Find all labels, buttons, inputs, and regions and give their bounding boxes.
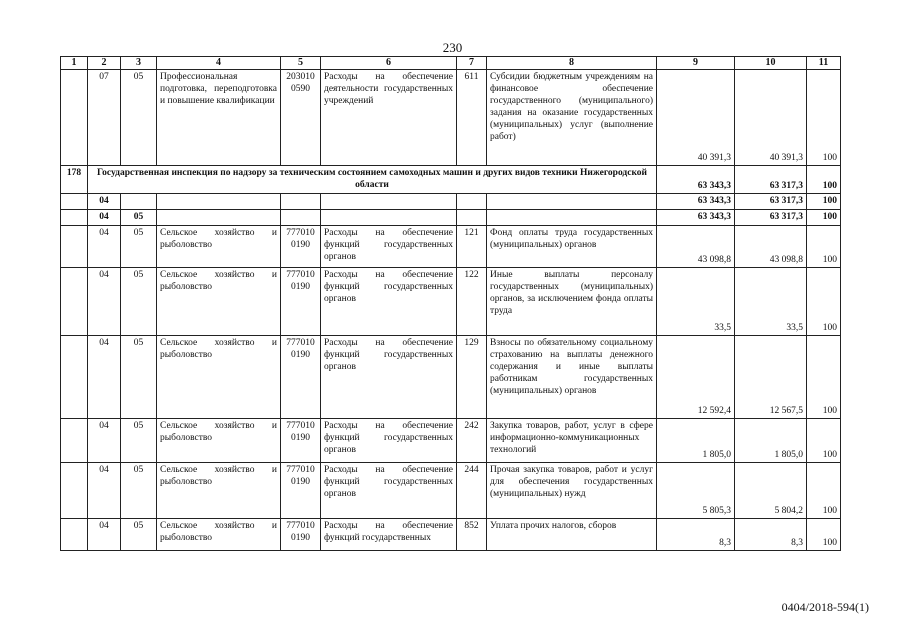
subtotal-row bbox=[61, 210, 841, 226]
cell-col2: 04 bbox=[88, 210, 121, 226]
cell-col2: 04 bbox=[88, 194, 121, 210]
cell-col10: 33,5 bbox=[735, 268, 807, 336]
cell-col2: 04 bbox=[88, 226, 121, 268]
cell-col6 bbox=[321, 210, 457, 226]
cell-col7 bbox=[457, 210, 487, 226]
table-row bbox=[61, 419, 841, 463]
cell-col4: Сельское хозяйство и рыболовство bbox=[157, 463, 281, 519]
cell-col5: 203010 0590 bbox=[281, 70, 321, 166]
cell-col8: Закупка товаров, работ, услуг в сфере информационно-коммуникационных технологий bbox=[487, 419, 657, 463]
cell-col1 bbox=[61, 70, 88, 166]
cell-col4: Профессиональная подготовка, переподготовка и повышение квалификации bbox=[157, 70, 281, 166]
cell-col2: 04 bbox=[88, 519, 121, 551]
cell-col6: Расходы на обеспечение функций государственных органов bbox=[321, 419, 457, 463]
cell-col10: 5 804,2 bbox=[735, 463, 807, 519]
cell-col11: 100 bbox=[807, 268, 841, 336]
subtotal-row bbox=[61, 194, 841, 210]
page-number: 230 bbox=[442, 40, 463, 55]
cell-col1 bbox=[61, 268, 88, 336]
cell-col1 bbox=[61, 419, 88, 463]
cell-col8: Иные выплаты персоналу государственных (муниципальных) органов, за исключением фонда оплаты труда bbox=[487, 268, 657, 336]
cell-col10: 63 317,3 bbox=[735, 194, 807, 210]
cell-col11: 100 bbox=[807, 419, 841, 463]
cell-col3: 05 bbox=[121, 419, 157, 463]
header-cell: 9 bbox=[657, 57, 735, 70]
cell-col10: 40 391,3 bbox=[735, 70, 807, 166]
cell-col9: 8,3 bbox=[657, 519, 735, 551]
cell-col5: 777010 0190 bbox=[281, 419, 321, 463]
cell-col3 bbox=[121, 194, 157, 210]
cell-col1 bbox=[61, 519, 88, 551]
document-code: 0404/2018-594(1) bbox=[781, 600, 869, 614]
section-total-col9: 63 343,3 bbox=[657, 166, 735, 194]
cell-col4: Сельское хозяйство и рыболовство bbox=[157, 519, 281, 551]
cell-col1 bbox=[61, 210, 88, 226]
cell-col1 bbox=[61, 336, 88, 419]
cell-col4: Сельское хозяйство и рыболовство bbox=[157, 419, 281, 463]
cell-col4: Сельское хозяйство и рыболовство bbox=[157, 336, 281, 419]
cell-col3: 05 bbox=[121, 463, 157, 519]
cell-col10: 8,3 bbox=[735, 519, 807, 551]
cell-col11: 100 bbox=[807, 210, 841, 226]
cell-col9: 5 805,3 bbox=[657, 463, 735, 519]
cell-col5: 777010 0190 bbox=[281, 463, 321, 519]
cell-col4: Сельское хозяйство и рыболовство bbox=[157, 268, 281, 336]
cell-col7: 122 bbox=[457, 268, 487, 336]
cell-col10: 1 805,0 bbox=[735, 419, 807, 463]
cell-col7: 121 bbox=[457, 226, 487, 268]
cell-col10: 63 317,3 bbox=[735, 210, 807, 226]
header-cell: 5 bbox=[281, 57, 321, 70]
cell-col7 bbox=[457, 194, 487, 210]
cell-col8: Субсидии бюджетным учреждениям на финансовое обеспечение государственного (муниципального) задания на оказание государственных (муниципальных) услуг (выполнение работ) bbox=[487, 70, 657, 166]
section-row bbox=[61, 166, 841, 194]
cell-col11: 100 bbox=[807, 226, 841, 268]
cell-col8 bbox=[487, 194, 657, 210]
table-row bbox=[61, 226, 841, 268]
cell-col3: 05 bbox=[121, 268, 157, 336]
cell-col11: 100 bbox=[807, 336, 841, 419]
table-row bbox=[61, 463, 841, 519]
cell-col6: Расходы на обеспечение функций государственных bbox=[321, 519, 457, 551]
cell-col9: 43 098,8 bbox=[657, 226, 735, 268]
cell-col8: Фонд оплаты труда государственных (муниципальных) органов bbox=[487, 226, 657, 268]
cell-col6: Расходы на обеспечение функций государственных органов bbox=[321, 268, 457, 336]
cell-col5: 777010 0190 bbox=[281, 519, 321, 551]
cell-col9: 40 391,3 bbox=[657, 70, 735, 166]
cell-col5: 777010 0190 bbox=[281, 226, 321, 268]
cell-col6: Расходы на обеспечение деятельности государственных учреждений bbox=[321, 70, 457, 166]
cell-col2: 07 bbox=[88, 70, 121, 166]
cell-col5 bbox=[281, 194, 321, 210]
cell-col11: 100 bbox=[807, 194, 841, 210]
cell-col4 bbox=[157, 210, 281, 226]
cell-col8: Уплата прочих налогов, сборов bbox=[487, 519, 657, 551]
cell-col5 bbox=[281, 210, 321, 226]
cell-col1 bbox=[61, 226, 88, 268]
header-cell: 4 bbox=[157, 57, 281, 70]
cell-col10: 43 098,8 bbox=[735, 226, 807, 268]
cell-col11: 100 bbox=[807, 70, 841, 166]
cell-col5: 777010 0190 bbox=[281, 268, 321, 336]
cell-col3: 05 bbox=[121, 519, 157, 551]
section-total-col11: 100 bbox=[807, 166, 841, 194]
cell-col2: 04 bbox=[88, 419, 121, 463]
cell-col9: 63 343,3 bbox=[657, 210, 735, 226]
cell-col7: 129 bbox=[457, 336, 487, 419]
cell-col4: Сельское хозяйство и рыболовство bbox=[157, 226, 281, 268]
cell-col2: 04 bbox=[88, 268, 121, 336]
header-cell: 3 bbox=[121, 57, 157, 70]
cell-col8: Прочая закупка товаров, работ и услуг для обеспечения государственных (муниципальных) нужд bbox=[487, 463, 657, 519]
header-row bbox=[61, 57, 841, 70]
table-row bbox=[61, 519, 841, 551]
cell-col7: 852 bbox=[457, 519, 487, 551]
header-cell: 1 bbox=[61, 57, 88, 70]
cell-col6 bbox=[321, 194, 457, 210]
table-row bbox=[61, 336, 841, 419]
cell-col1 bbox=[61, 194, 88, 210]
cell-col6: Расходы на обеспечение функций государственных органов bbox=[321, 463, 457, 519]
cell-col5: 777010 0190 bbox=[281, 336, 321, 419]
cell-col6: Расходы на обеспечение функций государственных органов bbox=[321, 226, 457, 268]
cell-col9: 12 592,4 bbox=[657, 336, 735, 419]
table-row bbox=[61, 268, 841, 336]
header-cell: 6 bbox=[321, 57, 457, 70]
cell-col3: 05 bbox=[121, 336, 157, 419]
cell-col3: 05 bbox=[121, 210, 157, 226]
cell-col3: 05 bbox=[121, 226, 157, 268]
cell-col1 bbox=[61, 463, 88, 519]
cell-col11: 100 bbox=[807, 519, 841, 551]
cell-col11: 100 bbox=[807, 463, 841, 519]
header-cell: 2 bbox=[88, 57, 121, 70]
header-cell: 7 bbox=[457, 57, 487, 70]
cell-col2: 04 bbox=[88, 463, 121, 519]
cell-col6: Расходы на обеспечение функций государственных органов bbox=[321, 336, 457, 419]
cell-col7: 244 bbox=[457, 463, 487, 519]
budget-table bbox=[60, 56, 841, 551]
cell-col7: 242 bbox=[457, 419, 487, 463]
cell-col9: 1 805,0 bbox=[657, 419, 735, 463]
cell-col2: 04 bbox=[88, 336, 121, 419]
cell-col4 bbox=[157, 194, 281, 210]
section-total-col10: 63 317,3 bbox=[735, 166, 807, 194]
cell-col8 bbox=[487, 210, 657, 226]
table-row bbox=[61, 70, 841, 166]
section-title: Государственная инспекция по надзору за техническим состоянием самоходных машин и других видов техники Нижегородской области bbox=[88, 166, 657, 194]
section-number: 178 bbox=[61, 166, 88, 194]
cell-col3: 05 bbox=[121, 70, 157, 166]
cell-col10: 12 567,5 bbox=[735, 336, 807, 419]
cell-col7: 611 bbox=[457, 70, 487, 166]
header-cell: 10 bbox=[735, 57, 807, 70]
cell-col8: Взносы по обязательному социальному страхованию на выплаты денежного содержания и иные выплаты работникам государственных (муниципальных) органов bbox=[487, 336, 657, 419]
header-cell: 8 bbox=[487, 57, 657, 70]
cell-col9: 33,5 bbox=[657, 268, 735, 336]
header-cell: 11 bbox=[807, 57, 841, 70]
cell-col9: 63 343,3 bbox=[657, 194, 735, 210]
